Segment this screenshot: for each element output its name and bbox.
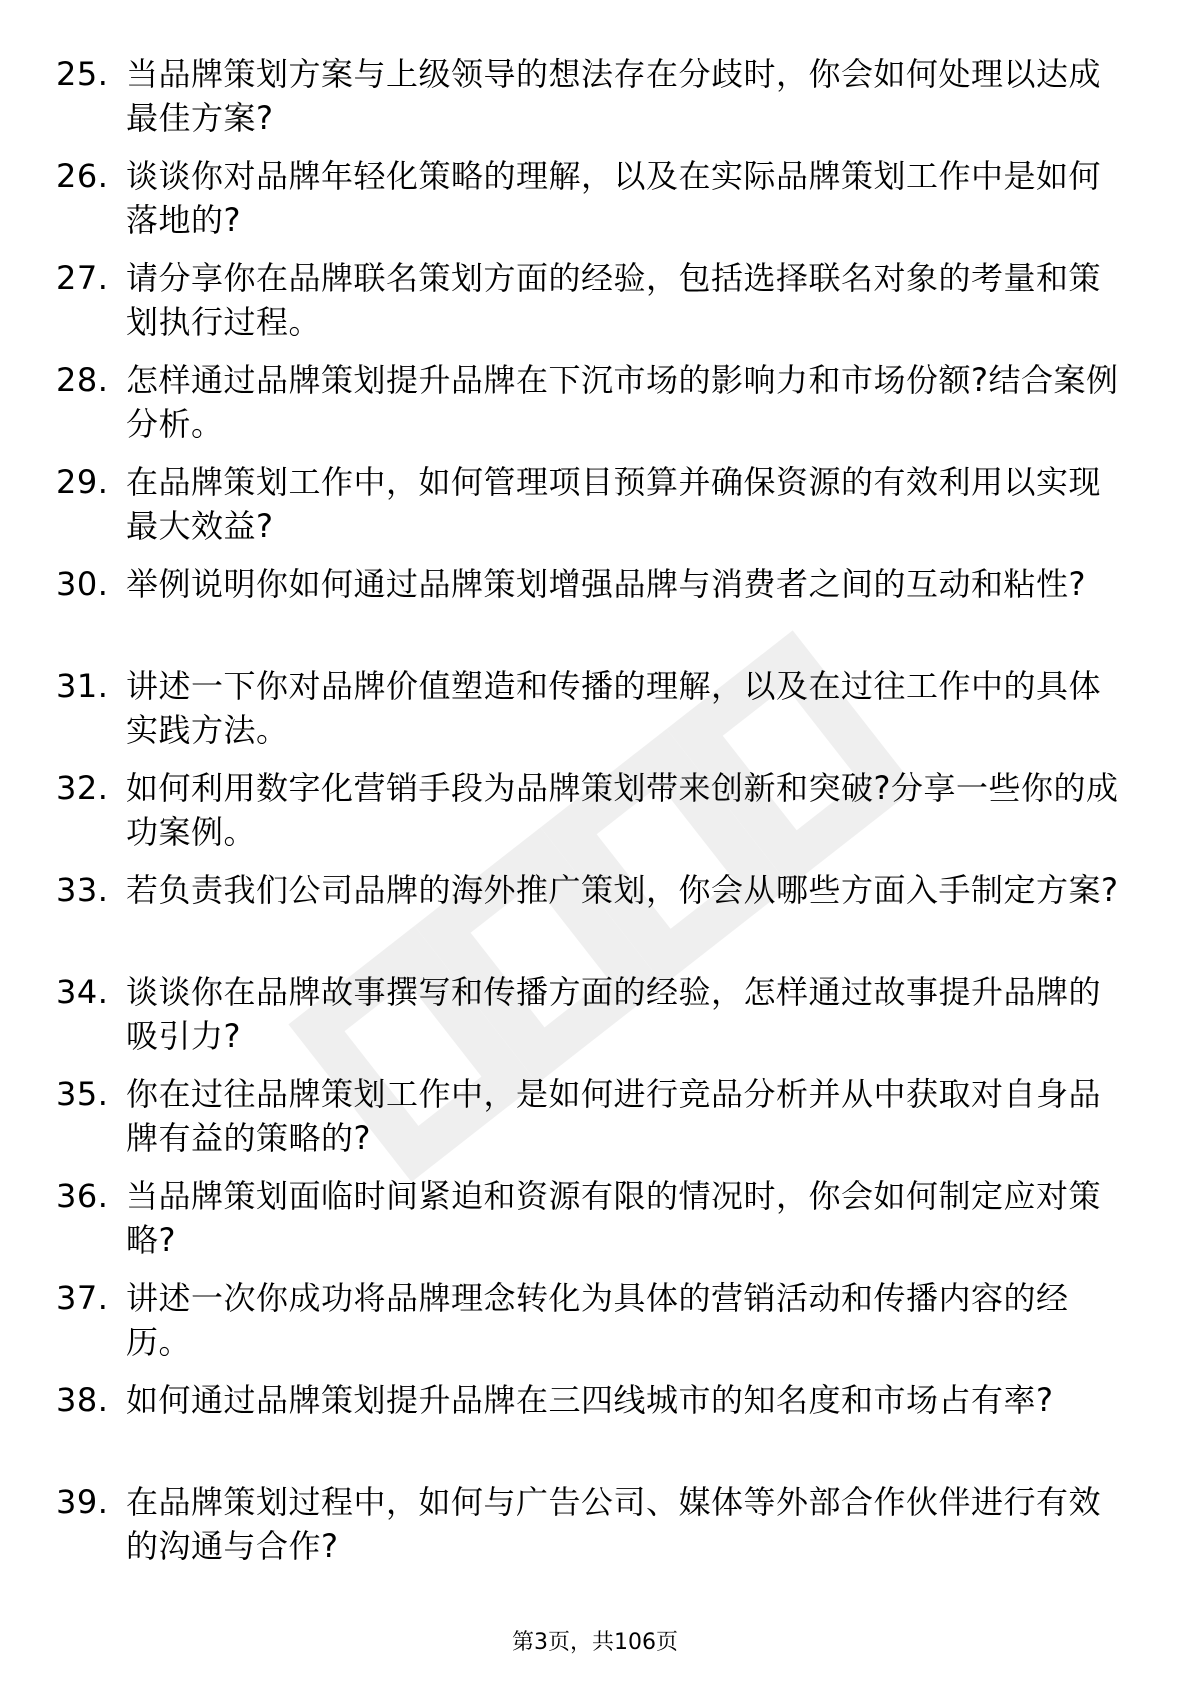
question-text: 讲述一次你成功将品牌理念转化为具体的营销活动和传播内容的经历。 <box>126 1279 1069 1361</box>
question-number: 34. <box>56 973 109 1011</box>
list-item <box>56 52 1126 140</box>
question-number: 38. <box>56 1381 109 1419</box>
question-number: 29. <box>56 463 109 501</box>
question-text: 当品牌策划面临时间紧迫和资源有限的情况时，你会如何制定应对策略? <box>126 1177 1102 1259</box>
list-item <box>56 1378 1126 1466</box>
list-item <box>56 664 1126 752</box>
question-number: 28. <box>56 361 109 399</box>
list-item <box>56 1276 1126 1364</box>
question-text: 如何通过品牌策划提升品牌在三四线城市的知名度和市场占有率? <box>126 1381 1054 1419</box>
list-item <box>56 460 1126 548</box>
list-item <box>56 1072 1126 1160</box>
question-number: 25. <box>56 55 109 93</box>
list-item <box>56 256 1126 344</box>
question-number: 33. <box>56 871 109 909</box>
question-number: 30. <box>56 565 109 603</box>
question-number: 31. <box>56 667 109 705</box>
question-number: 37. <box>56 1279 109 1317</box>
question-text: 如何利用数字化营销手段为品牌策划带来创新和突破?分享一些你的成功案例。 <box>126 769 1119 851</box>
question-text: 在品牌策划工作中，如何管理项目预算并确保资源的有效利用以实现最大效益? <box>126 463 1102 545</box>
question-number: 36. <box>56 1177 109 1215</box>
question-number: 26. <box>56 157 109 195</box>
question-text: 谈谈你对品牌年轻化策略的理解，以及在实际品牌策划工作中是如何落地的? <box>126 157 1102 239</box>
question-text: 当品牌策划方案与上级领导的想法存在分歧时，你会如何处理以达成最佳方案? <box>126 55 1102 137</box>
list-item <box>56 562 1126 650</box>
question-list <box>56 52 1126 1582</box>
question-text: 怎样通过品牌策划提升品牌在下沉市场的影响力和市场份额?结合案例分析。 <box>126 361 1119 443</box>
question-text: 你在过往品牌策划工作中，是如何进行竞品分析并从中获取对自身品牌有益的策略的? <box>126 1075 1102 1157</box>
page-footer <box>0 1628 1190 1658</box>
list-item <box>56 1480 1126 1568</box>
question-number: 32. <box>56 769 109 807</box>
question-text: 请分享你在品牌联名策划方面的经验，包括选择联名对象的考量和策划执行过程。 <box>126 259 1102 341</box>
list-item <box>56 1174 1126 1262</box>
question-text: 谈谈你在品牌故事撰写和传播方面的经验，怎样通过故事提升品牌的吸引力? <box>126 973 1102 1055</box>
list-item <box>56 766 1126 854</box>
question-number: 35. <box>56 1075 109 1113</box>
question-number: 27. <box>56 259 109 297</box>
list-item <box>56 868 1126 956</box>
question-text: 在品牌策划过程中，如何与广告公司、媒体等外部合作伙伴进行有效的沟通与合作? <box>126 1483 1102 1565</box>
question-text: 讲述一下你对品牌价值塑造和传播的理解，以及在过往工作中的具体实践方法。 <box>126 667 1102 749</box>
page-number-label: 第3页，共106页 <box>512 1630 678 1655</box>
list-item <box>56 154 1126 242</box>
question-text: 若负责我们公司品牌的海外推广策划，你会从哪些方面入手制定方案? <box>126 871 1119 909</box>
list-item <box>56 970 1126 1058</box>
question-text: 举例说明你如何通过品牌策划增强品牌与消费者之间的互动和粘性? <box>126 565 1086 603</box>
question-number: 39. <box>56 1483 109 1521</box>
list-item <box>56 358 1126 446</box>
